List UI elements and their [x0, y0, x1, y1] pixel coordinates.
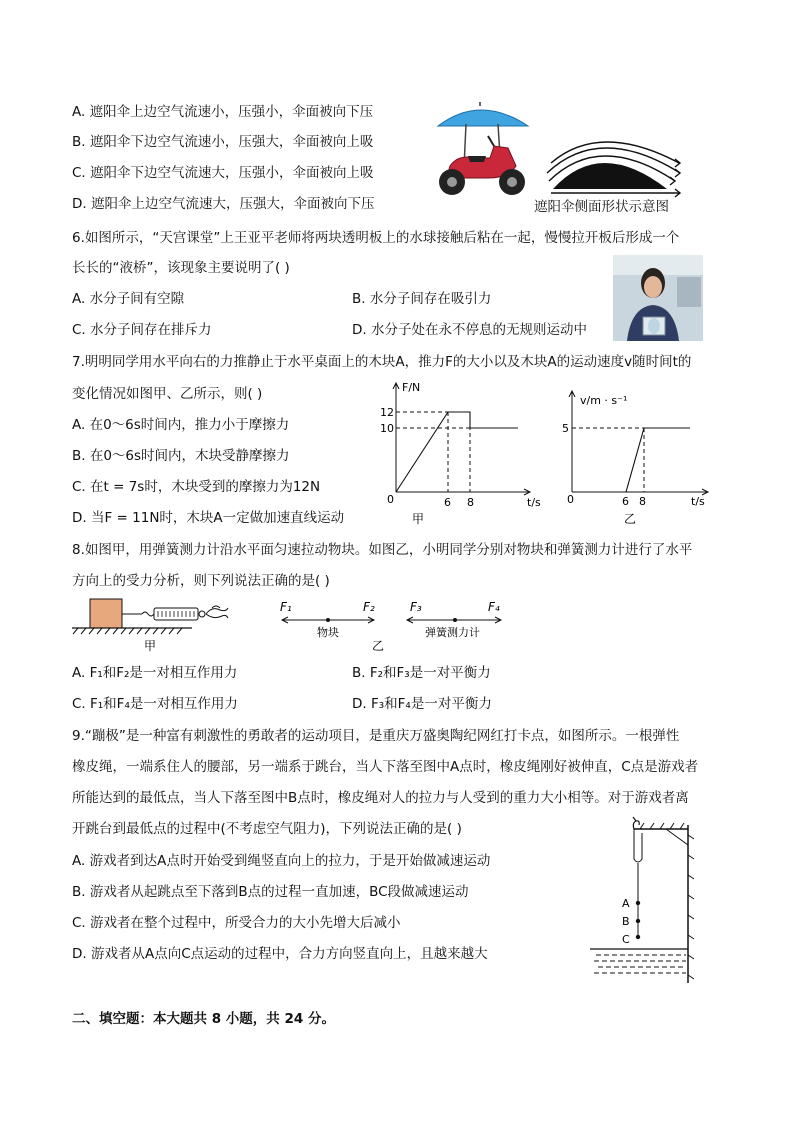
q6-option-c: C. 水分子间存在排斥力 — [72, 322, 212, 338]
origin-label: 0 — [387, 493, 394, 506]
q8-option-d: D. F₃和F₄是一对平衡力 — [352, 696, 492, 712]
umbrella-airflow-diagram — [545, 143, 690, 198]
block — [90, 599, 122, 628]
q7-option-b: B. 在0～6s时间内，木块受静摩擦力 — [72, 448, 290, 464]
x-tick-8: 8 — [467, 496, 474, 509]
spring-scale — [154, 608, 198, 620]
q9-option-d: D. 游戏者从A点向C点运动的过程中，合力方向竖直向上，且越来越大 — [72, 946, 488, 962]
velocity-curve — [626, 428, 690, 492]
q6-option-a: A. 水分子间有空隙 — [72, 291, 185, 307]
graph-caption-yi: 乙 — [624, 512, 637, 526]
q6-stem-line1: 6.如图所示，“天宫课堂”上王亚平老师将两块透明板上的水球接触后粘在一起，慢慢拉开板后形成一个 — [72, 230, 680, 246]
y-axis-label: F/N — [402, 381, 421, 394]
q7-option-c: C. 在t = 7s时，木块受到的摩擦力为12N — [72, 479, 321, 495]
label-f1: F₁ — [280, 600, 292, 614]
q6-option-d: D. 水分子处在永不停息的无规则运动中 — [352, 322, 587, 338]
q8-option-b: B. F₂和F₃是一对平衡力 — [352, 665, 491, 681]
origin-label: 0 — [567, 493, 574, 506]
y-axis-label: v/m · s⁻¹ — [580, 394, 628, 407]
label-c: C — [622, 933, 630, 946]
y-tick-10: 10 — [380, 422, 394, 435]
q5-option-b: B. 遮阳伞下边空气流速小，压强大，伞面被向上吸 — [72, 134, 374, 150]
q8-option-a: A. F₁和F₂是一对相互作用力 — [72, 665, 238, 681]
q5-option-c: C. 遮阳伞下边空气流速大，压强小，伞面被向上吸 — [72, 165, 374, 181]
q5-option-a: A. 遮阳伞上边空气流速小，压强小，伞面被向下压 — [72, 104, 374, 120]
point-c — [636, 935, 640, 939]
scooter-umbrella-illustration — [428, 96, 533, 206]
force-time-graph — [370, 378, 550, 528]
q9-option-a: A. 游戏者到达A点时开始受到绳竖直向上的拉力，于是开始做减速运动 — [72, 853, 491, 869]
block-spring-scale-figure — [72, 598, 242, 656]
bungee-cord — [634, 829, 642, 862]
y-tick-12: 12 — [380, 406, 394, 419]
space-classroom-photo — [613, 255, 703, 341]
label-a: A — [622, 897, 630, 910]
label-f3: F₃ — [410, 600, 422, 614]
q5-option-d: D. 遮阳伞上边空气流速大，压强大，伞面被向下压 — [72, 196, 375, 212]
bungee-diagram — [590, 815, 700, 985]
q7-stem-line2: 变化情况如图甲、乙所示，则( ) — [72, 386, 263, 402]
q9-option-c: C. 游戏者在整个过程中，所受合力的大小先增大后减小 — [72, 915, 401, 931]
person-icon — [633, 817, 639, 829]
q9-option-b: B. 游戏者从起跳点至下落到B点的过程一直加速，BC段做减速运动 — [72, 884, 469, 900]
q8-stem-line2: 方向上的受力分析，则下列说法正确的是( ) — [72, 573, 330, 589]
point-b — [636, 919, 640, 923]
y-tick-5: 5 — [562, 422, 569, 435]
fig-caption-yi: 乙 — [372, 639, 385, 653]
section-2-heading: 二、填空题：本大题共 8 小题，共 24 分。 — [72, 1011, 335, 1027]
q5-figure-caption: 遮阳伞侧面形状示意图 — [534, 199, 669, 215]
q8-option-c: C. F₁和F₄是一对相互作用力 — [72, 696, 238, 712]
q9-stem-line3: 所能达到的最低点，当人下落至图中B点时，橡皮绳对人的拉力与人受到的重力大小相等。对于游戏者离 — [72, 790, 689, 806]
x-tick-8: 8 — [639, 495, 646, 508]
point-a — [636, 901, 640, 905]
meter-label: 弹簧测力计 — [425, 626, 480, 639]
label-f4: F₄ — [488, 600, 500, 614]
label-b: B — [622, 915, 630, 928]
x-axis-label: t/s — [527, 496, 541, 509]
force-curve — [396, 412, 518, 492]
q7-option-a: A. 在0～6s时间内，推力小于摩擦力 — [72, 417, 290, 433]
q9-stem-line4: 开跳台到最低点的过程中(不考虑空气阻力)，下列说法正确的是( ) — [72, 821, 462, 837]
block-label: 物块 — [317, 626, 339, 639]
velocity-time-graph — [560, 388, 720, 528]
q9-stem-line1: 9.“蹦极”是一种富有刺激性的勇敢者的运动项目，是重庆万盛奥陶纪网红打卡点，如图所示。一根弹性 — [72, 728, 680, 744]
force-analysis-figure — [275, 598, 505, 656]
graph-caption-jia: 甲 — [412, 512, 425, 526]
q7-option-d: D. 当F = 11N时，木块A一定做加速直线运动 — [72, 510, 345, 526]
q9-stem-line2: 橡皮绳，一端系住人的腰部，另一端系于跳台，当人下落至图中A点时，橡皮绳刚好被伸直，C点是游戏者 — [72, 759, 699, 775]
q6-option-b: B. 水分子间存在吸引力 — [352, 291, 492, 307]
q6-stem-line2: 长长的“液桥”，该现象主要说明了( ) — [72, 260, 290, 276]
label-f2: F₂ — [363, 600, 375, 614]
x-axis-label: t/s — [691, 495, 705, 508]
fig-caption-jia: 甲 — [144, 639, 157, 653]
x-tick-6: 6 — [622, 495, 629, 508]
x-tick-6: 6 — [444, 496, 451, 509]
q7-stem-line1: 7.明明同学用水平向右的力推静止于水平桌面上的木块A，推力F的大小以及木块A的运动速度v随时间t的 — [72, 354, 692, 370]
q8-stem-line1: 8.如图甲，用弹簧测力计沿水平面匀速拉动物块。如图乙，小明同学分别对物块和弹簧测力计进行了水平 — [72, 542, 693, 558]
hand-icon — [206, 606, 228, 618]
